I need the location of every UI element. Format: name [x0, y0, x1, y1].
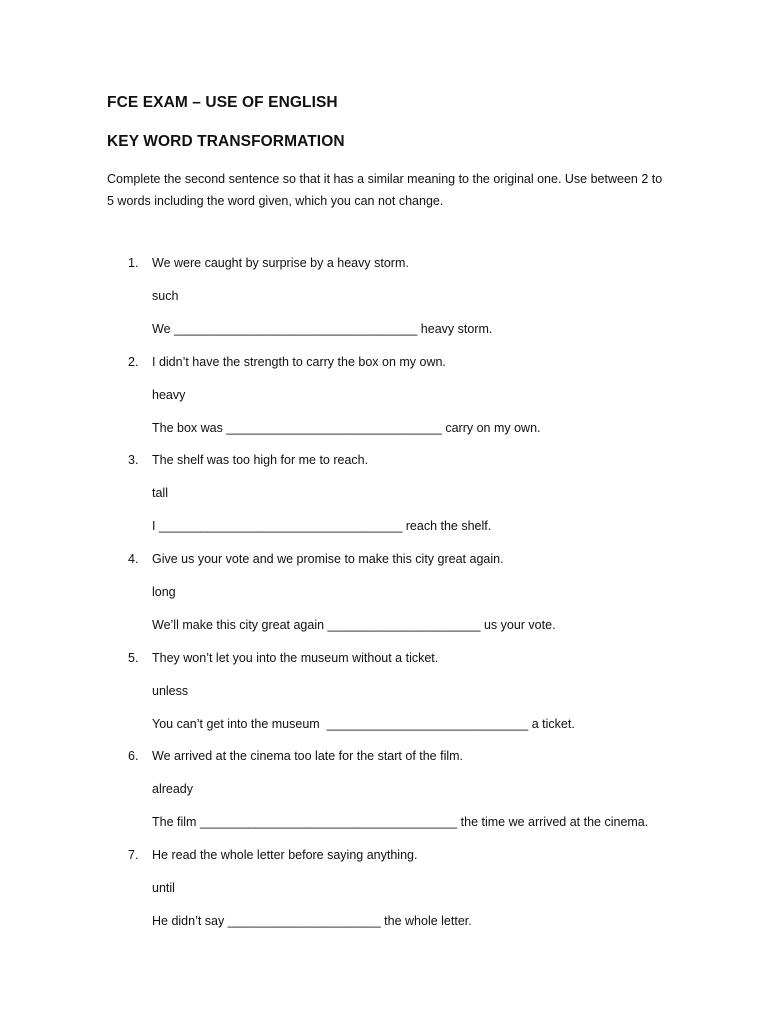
answer-blank[interactable]: ___________________________________: [174, 322, 418, 336]
exercise-number: 7.: [128, 848, 139, 862]
exercise-item-6: [0, 749, 768, 848]
completion-end: us your vote.: [480, 618, 556, 632]
answer-blank[interactable]: _____________________________________: [199, 815, 458, 829]
answer-blank[interactable]: ______________________: [327, 618, 481, 632]
completion-start: We’ll make this city great again: [152, 618, 328, 632]
completion-sentence: [152, 519, 491, 533]
key-word: unless: [152, 684, 189, 698]
original-sentence: We arrived at the cinema too late for the start of the film.: [152, 749, 464, 763]
completion-sentence: [152, 421, 541, 435]
original-sentence: They won’t let you into the museum without a ticket.: [152, 651, 439, 665]
page-title: FCE EXAM – USE OF ENGLISH: [107, 94, 338, 111]
completion-sentence: [152, 322, 492, 336]
exercise-item-7: [0, 848, 768, 947]
completion-start: I: [152, 519, 159, 533]
exercise-item-2: [0, 355, 768, 454]
original-sentence: Give us your vote and we promise to make this city great again.: [152, 552, 504, 566]
completion-end: the whole letter.: [380, 914, 472, 928]
completion-end: a ticket.: [528, 717, 575, 731]
completion-end: the time we arrived at the cinema.: [457, 815, 649, 829]
completion-sentence: [152, 914, 472, 928]
completion-sentence: [152, 618, 556, 632]
answer-blank[interactable]: ______________________: [227, 914, 381, 928]
exercise-item-4: [0, 552, 768, 651]
exercise-item-5: [0, 651, 768, 750]
key-word: such: [152, 289, 179, 303]
original-sentence: I didn’t have the strength to carry the box on my own.: [152, 355, 446, 369]
exercise-number: 6.: [128, 749, 139, 763]
completion-sentence: [152, 815, 648, 829]
exercise-item-3: [0, 453, 768, 552]
key-word: until: [152, 881, 175, 895]
original-sentence: The shelf was too high for me to reach.: [152, 453, 369, 467]
original-sentence: He read the whole letter before saying anything.: [152, 848, 418, 862]
original-sentence: We were caught by surprise by a heavy storm.: [152, 256, 409, 270]
key-word: heavy: [152, 388, 186, 402]
completion-start: We: [152, 322, 174, 336]
exercise-number: 3.: [128, 453, 139, 467]
key-word: long: [152, 585, 176, 599]
exercise-number: 2.: [128, 355, 139, 369]
answer-blank[interactable]: _____________________________: [326, 717, 529, 731]
exercise-number: 4.: [128, 552, 139, 566]
exercise-number: 5.: [128, 651, 139, 665]
instructions-text: Complete the second sentence so that it has a similar meaning to the original one. Use between 2 to 5 words including the word given, which you can not change.: [107, 172, 663, 208]
answer-blank[interactable]: ___________________________________: [158, 519, 403, 533]
completion-sentence: [152, 717, 575, 731]
exercise-item-1: [0, 256, 768, 355]
key-word: already: [152, 782, 193, 796]
section-title: KEY WORD TRANSFORMATION: [107, 133, 345, 150]
completion-start: He didn’t say: [152, 914, 228, 928]
completion-end: heavy storm.: [417, 322, 493, 336]
completion-start: The box was: [152, 421, 227, 435]
completion-start: The film: [152, 815, 200, 829]
key-word: tall: [152, 486, 168, 500]
completion-end: reach the shelf.: [402, 519, 492, 533]
completion-end: carry on my own.: [441, 421, 541, 435]
answer-blank[interactable]: _______________________________: [226, 421, 442, 435]
exercise-number: 1.: [128, 256, 139, 270]
completion-start: You can’t get into the museum: [152, 717, 327, 731]
